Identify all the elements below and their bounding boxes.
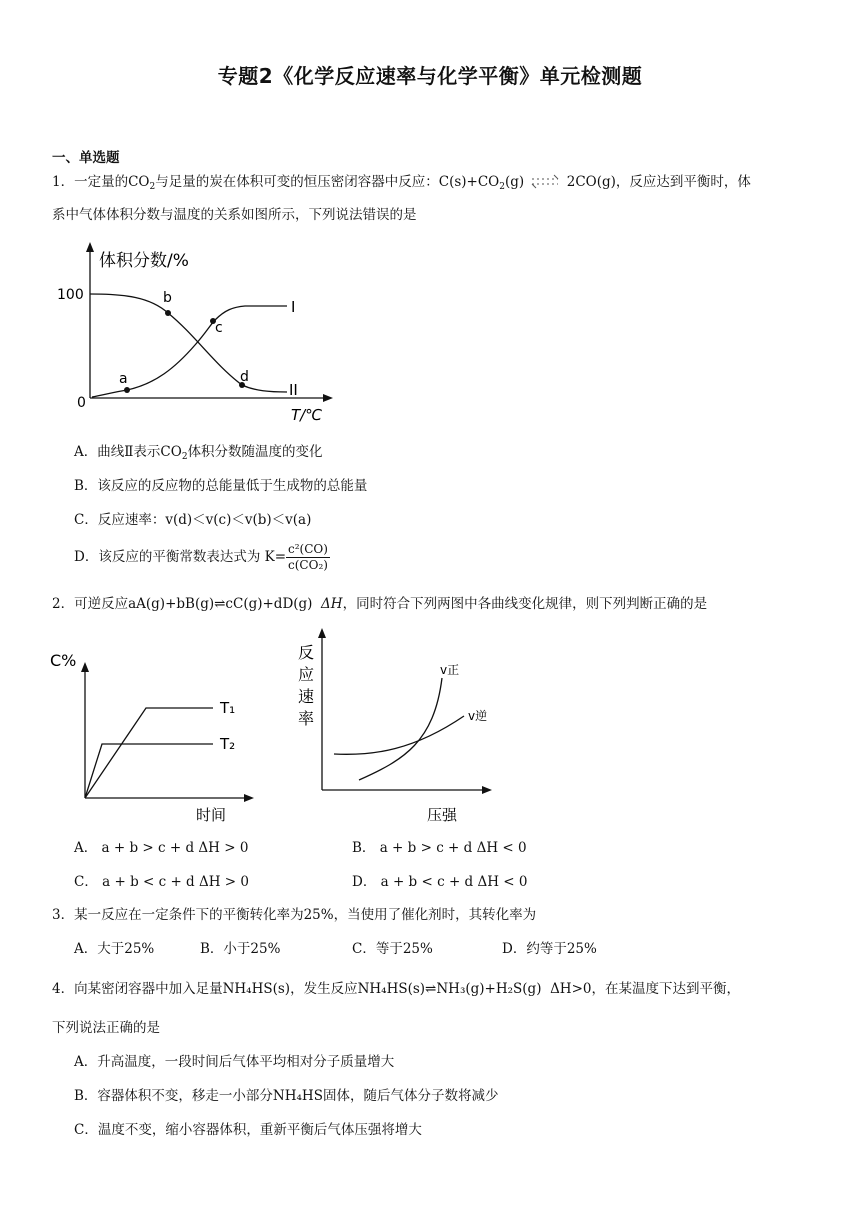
q1-text: 2CO(g)，反应达到平衡时，体 <box>566 174 751 190</box>
label-a: a <box>119 371 128 387</box>
label-b: b <box>163 290 172 306</box>
q4-option-b <box>74 1086 498 1106</box>
y-axis-arrow-icon <box>318 628 326 638</box>
y-axis-label: 体积分数/% <box>99 251 189 271</box>
section-heading: 一、单选题 <box>52 150 120 166</box>
y-axis-label: C% <box>50 651 77 670</box>
y-axis-arrow-icon <box>86 242 94 252</box>
fraction-numerator: c²(CO) <box>288 542 328 556</box>
question-4-line-1 <box>52 979 740 999</box>
q4-text: ，在某温度下达到平衡， <box>591 981 740 997</box>
question-4-line-2: 下列说法正确的是 <box>52 1020 160 1036</box>
q3-option-d: D．约等于25% <box>502 941 597 957</box>
y-axis-label-char: 应 <box>298 665 315 684</box>
label-d: d <box>240 369 249 385</box>
q1-option-b: B．该反应的反应物的总能量低于生成物的总能量 <box>74 478 368 494</box>
origin-label: 0 <box>77 395 86 411</box>
question-1-line-2: 系中气体体积分数与温度的关系如图所示，下列说法错误的是 <box>52 207 417 223</box>
q2-delta-h: ΔH <box>321 596 343 612</box>
subscript: 2 <box>499 182 505 192</box>
q3-option-a: A．大于25% <box>74 941 155 957</box>
fraction-denominator: c(CO₂) <box>288 558 328 572</box>
option-text: D．该反应的平衡常数表达式为 K= <box>74 549 287 565</box>
y-tick-100: 100 <box>57 287 84 303</box>
point-b <box>165 310 171 316</box>
curve-v-reverse <box>334 716 464 754</box>
c-percent-time-graph <box>48 638 268 828</box>
q4-text: ，发生反应 <box>290 981 358 997</box>
x-axis-arrow-icon <box>244 794 254 802</box>
q2-text: ，同时符合下列两图中各曲线变化规律，则下列判断正确的是 <box>342 596 708 612</box>
curve-t1 <box>85 708 213 798</box>
equilibrium-constant-fraction <box>286 542 330 573</box>
y-axis-label-char: 速 <box>298 687 315 706</box>
q2-option-c: C． a + b < c + d ΔH > 0 <box>74 874 249 890</box>
point-a <box>124 387 130 393</box>
volume-fraction-graph <box>55 240 355 430</box>
q3-option-c: C．等于25% <box>352 941 433 957</box>
page-title: 专题2《化学反应速率与化学平衡》单元检测题 <box>217 64 643 88</box>
q4-chem: NH₄HS(s) <box>222 981 291 997</box>
label-curve-i: I <box>291 298 296 316</box>
label-c: c <box>215 320 223 336</box>
y-axis-label-char: 率 <box>298 709 315 728</box>
q1-text: (g) <box>504 174 525 190</box>
option-text: A．曲线Ⅱ表示CO <box>74 444 182 460</box>
curve-t2 <box>85 744 213 798</box>
question-number: 2． <box>52 596 75 612</box>
label-t2: T₂ <box>220 735 236 753</box>
x-axis-label: 压强 <box>427 806 458 824</box>
x-axis-label: 时间 <box>196 806 227 824</box>
x-axis-label: T/℃ <box>291 406 323 424</box>
option-chem: NH₄HS <box>272 1088 323 1104</box>
x-axis-arrow-icon <box>323 394 333 402</box>
label-t1: T₁ <box>220 699 236 717</box>
q4-option-a: A．升高温度，一段时间后气体平均相对分子质量增大 <box>74 1054 395 1070</box>
q3-option-b: B．小于25% <box>200 941 281 957</box>
label-curve-ii: II <box>289 381 298 399</box>
y-axis-arrow-icon <box>81 662 89 672</box>
equilibrium-arrow-icon <box>528 173 562 189</box>
q4-text: 4．向某密闭容器中加入足量 <box>52 981 223 997</box>
q4-delta-h: ΔH>0 <box>550 981 592 997</box>
q2-option-a: A． a + b > c + d ΔH > 0 <box>74 840 249 856</box>
q2-option-b: B． a + b > c + d ΔH < 0 <box>352 840 527 856</box>
option-text: B．容器体积不变，移走一小部分 <box>74 1088 273 1104</box>
q4-equation: NH₄HS(s)⇌NH₃(g)+H₂S(g) <box>357 981 542 997</box>
question-1-line-1 <box>52 172 751 197</box>
option-text: 体积分数随温度的变化 <box>187 444 323 460</box>
x-axis-arrow-icon <box>482 786 492 794</box>
curve-v-forward <box>359 678 442 780</box>
subscript: 2 <box>181 452 188 462</box>
q2-text: 可逆反应 <box>74 596 129 612</box>
q1-option-a <box>74 442 323 467</box>
q4-option-c: C．温度不变，缩小容器体积，重新平衡后气体压强将增大 <box>74 1122 422 1138</box>
q2-option-d: D． a + b < c + d ΔH < 0 <box>352 874 528 890</box>
question-3: 3．某一反应在一定条件下的平衡转化率为25%，当使用了催化剂时，其转化率为 <box>52 907 537 923</box>
question-number: 1． <box>52 174 75 190</box>
q1-option-d <box>74 542 330 573</box>
q1-text: 与足量的炭在体积可变的恒压密闭容器中反应：C(s)+CO <box>155 174 500 190</box>
label-v-forward: v正 <box>440 663 460 677</box>
y-axis-label-char: 反 <box>298 643 315 662</box>
rate-pressure-graph <box>294 622 504 828</box>
q1-option-c: C．反应速率：v(d)＜v(c)＜v(b)＜v(a) <box>74 512 312 528</box>
q2-equation: aA(g)+bB(g)⇌cC(g)+dD(g) <box>128 596 313 612</box>
option-text: 固体，随后气体分子数将减少 <box>322 1088 499 1104</box>
subscript: 2 <box>149 182 156 192</box>
label-v-reverse: v逆 <box>468 709 488 723</box>
q1-text: 一定量的CO <box>74 174 150 190</box>
question-2 <box>52 594 707 614</box>
